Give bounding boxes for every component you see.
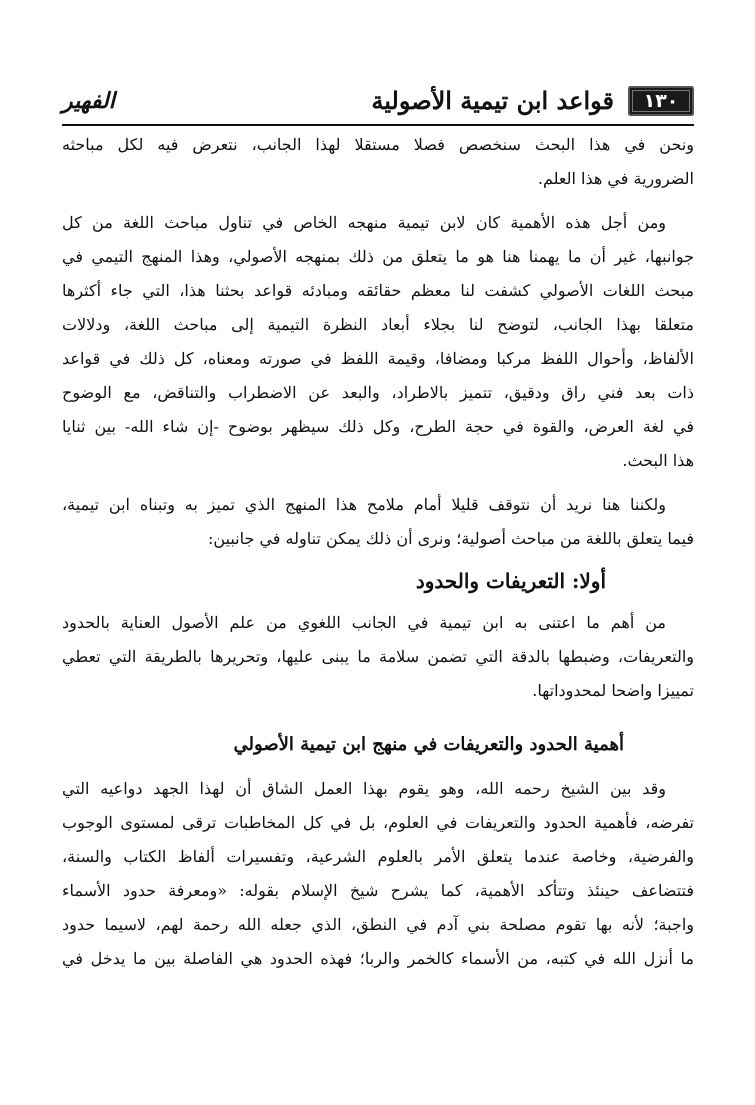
text-line: جوانبها، غير أن ما يهمنا هنا هو ما يتعلق من ذلك بمنهجه الأصولي، وهذا المنهج التيمي في (62, 247, 694, 266)
text-line: وقد بين الشيخ رحمه الله، وهو يقوم بهذا العمل الشاق أن لهذا الجهد دواعيه التي (62, 779, 667, 798)
text-line: من أهم ما اعتنى به ابن تيمية في الجانب اللغوي من علم الأصول العناية بالحدود (62, 613, 666, 632)
journal-logo: الفهير (62, 88, 115, 114)
text-line: والفرضية، وخاصة عندما يتعلق الأمر بالعلوم الشرعية، وتفسيرات ألفاظ الكتاب والسنة، (62, 847, 694, 866)
text-line: في لغة العرض، والقوة في حجة الطرح، وكل ذلك سيظهر بوضوح -إن شاء الله- بين ثنايا (62, 417, 694, 436)
running-title: قواعد ابن تيمية الأصولية (371, 86, 614, 115)
text-line: مبحث اللغات الأصولي كشفت لنا معظم حقائقه ومبادئه قواعد بحثنا هذا، التي جاء أكثرها (62, 281, 694, 300)
text-line: تفرضه، فأهمية الحدود والتعريفات في العلوم، بل في كل المخاطبات ترقى لمستوى الوجوب (62, 813, 694, 832)
paragraph-4 (62, 606, 694, 708)
text-line: ما أنزل الله في كتبه، من الأسماء كالخمر والربا؛ فهذه الحدود هي الفاصلة بين ما يدخل في (62, 949, 694, 968)
text-line: الألفاظ، وأحوال اللفظ مركبا ومضافا، وقيمة اللفظ في صورته ومعناه، كل ذلك في قواعد (62, 349, 694, 368)
text-line: ذات بعد فني راق ودقيق، تتميز بالاطراد، والبعد عن الاضطراب والتناقض، مع الوضوح (62, 383, 694, 402)
text-line: ومن أجل هذه الأهمية كان لابن تيمية منهجه الخاص في تناول مباحث اللغة من كل (62, 213, 666, 232)
page-number-badge: ١٣٠ (628, 86, 694, 116)
text-line: فيما يتعلق باللغة من مباحث أصولية؛ ونرى أن ذلك يمكن تناوله في جانبين: (207, 529, 694, 548)
page-header (62, 80, 694, 122)
subsection-heading: أهمية الحدود والتعريفات في منهج ابن تيمية الأصولي (233, 734, 624, 755)
text-line: متعلقا بهذا الجانب، لتوضح لنا بجلاء أبعاد النظرة التيمية إلى مباحث اللغة، ودلالات (62, 315, 694, 334)
paragraph-1 (62, 128, 694, 196)
section-heading: أولا: التعريفات والحدود (415, 569, 606, 593)
paragraph-2 (62, 206, 694, 478)
text-line: ولكننا هنا نريد أن نتوقف قليلا أمام ملامح هذا المنهج الذي تميز به وتبناه ابن تيمية، (62, 495, 666, 514)
text-line: ونحن في هذا البحث سنخصص فصلا مستقلا لهذا الجانب، نتعرض فيه لكل مباحثه (62, 135, 694, 154)
text-line: هذا البحث. (622, 451, 694, 470)
text-line: الضرورية في هذا العلم. (537, 169, 694, 188)
text-line: فتتضاعف حينئذ وتتأكد الأهمية، كما يشرح شيخ الإسلام بقوله: «ومعرفة حدود الأسماء (62, 881, 694, 900)
paragraph-3 (62, 488, 694, 556)
header-divider (62, 124, 694, 126)
text-line: واجبة؛ لأنه بها تقوم مصلحة بني آدم في النطق، الذي جعله الله رحمة لهم، لاسيما حدود (62, 915, 694, 934)
body-text (62, 128, 694, 976)
paragraph-5 (62, 772, 694, 976)
text-line: تمييزا واضحا لمحدوداتها. (532, 681, 694, 700)
text-line: والتعريفات، وضبطها بالدقة التي تضمن سلامة ما يبنى عليها، وتحريرها بالطريقة التي تعطي (62, 647, 694, 666)
